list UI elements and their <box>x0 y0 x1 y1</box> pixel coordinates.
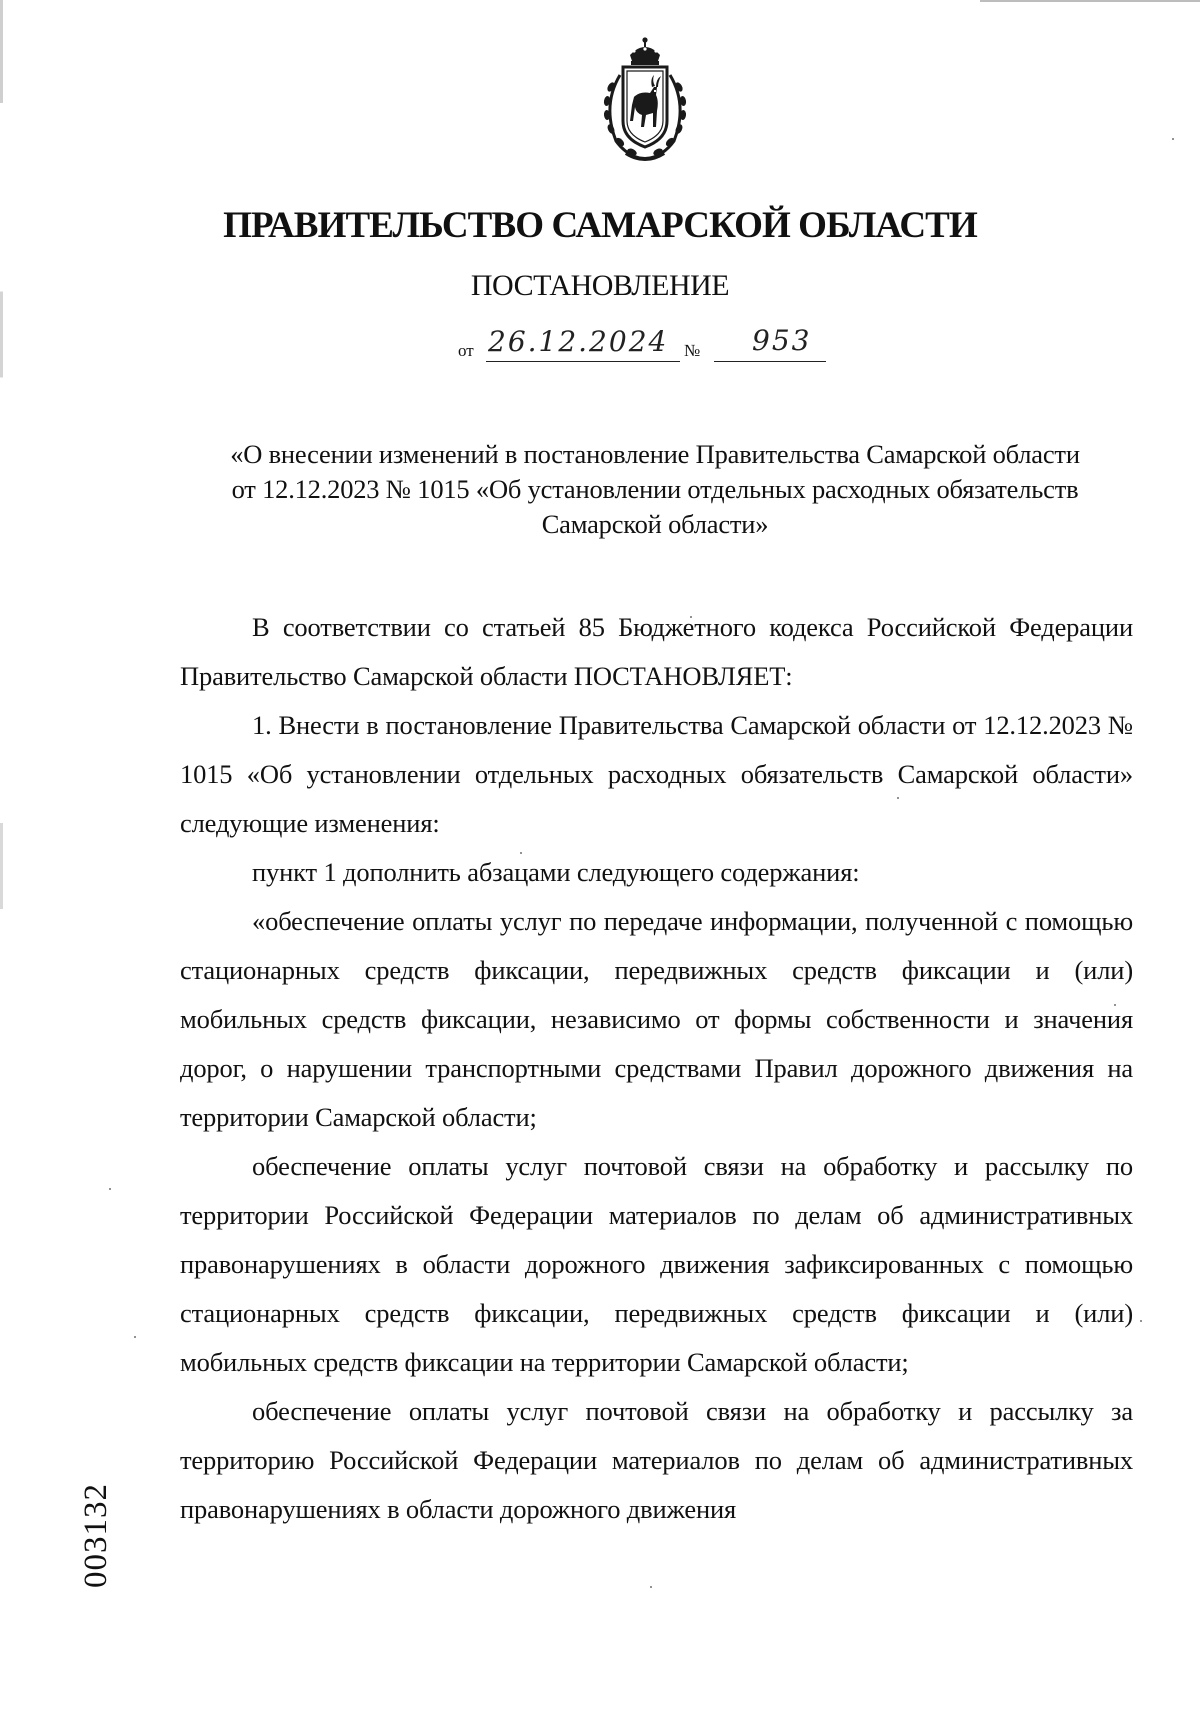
archive-number: 003132 <box>78 1483 114 1588</box>
date-prefix: от <box>458 341 474 360</box>
date-number-line <box>456 325 856 367</box>
title-line: «О внесении изменений в постановление Правительства Самарской области <box>230 439 1080 469</box>
number-prefix: № <box>684 341 701 360</box>
scan-speck <box>650 1586 652 1588</box>
document-body <box>180 603 1133 1534</box>
handwritten-number: 953 <box>752 324 812 357</box>
title-line: Самарской области» <box>541 509 769 539</box>
number-underline <box>714 361 826 362</box>
scan-speck <box>1140 1320 1142 1322</box>
samara-coat-of-arms-icon <box>590 35 700 165</box>
body-paragraph: 1. Внести в постановление Правительства Самарской области от 12.12.2023 № 1015 «Об установлении отдельных расходных обязательств Самарской области» следующие изменения: <box>180 710 1133 838</box>
handwritten-date: 26.12.2024 <box>488 325 669 358</box>
document-title <box>175 437 1135 542</box>
body-paragraph: пункт 1 дополнить абзацами следующего содержания: <box>252 857 860 887</box>
scan-speck <box>109 1188 111 1190</box>
document-type: ПОСТАНОВЛЕНИЕ <box>470 269 730 302</box>
body-paragraph: «обеспечение оплаты услуг по передаче информации, полученной с помощью стационарных средств фиксации, передвижных средств фиксации и (или) мобильных средств фиксации, независимо от формы собственности и значения дорог, о нарушении транспортными средствами Правил дорожного движения на территории Самарской области; <box>180 906 1133 1132</box>
scan-border-left <box>0 0 3 1715</box>
body-paragraph: обеспечение оплаты услуг почтовой связи на обработку и рассылку по территории Российской Федерации материалов по делам об административных правонарушениях в области дорожного движения зафиксированных с помощью стационарных средств фиксации, передвижных средств фиксации и (или) мобильных средств фиксации на территории Самарской области; <box>180 1151 1133 1377</box>
title-line: от 12.12.2023 № 1015 «Об установлении отдельных расходных обязательств <box>231 474 1079 504</box>
body-paragraph: В соответствии со статьей 85 Бюджетного кодекса Российской Федерации Правительство Самарской области ПОСТАНОВЛЯЕТ: <box>180 612 1133 691</box>
scan-border-top <box>980 0 1200 2</box>
scan-speck <box>1172 138 1174 140</box>
scan-speck <box>134 1336 136 1338</box>
body-paragraph: обеспечение оплаты услуг почтовой связи на обработку и рассылку за территорию Российской Федерации материалов по делам об административных правонарушениях в области дорожного движения <box>180 1396 1133 1524</box>
date-underline <box>486 361 680 362</box>
issuing-authority: ПРАВИТЕЛЬСТВО САМАРСКОЙ ОБЛАСТИ <box>223 205 977 246</box>
